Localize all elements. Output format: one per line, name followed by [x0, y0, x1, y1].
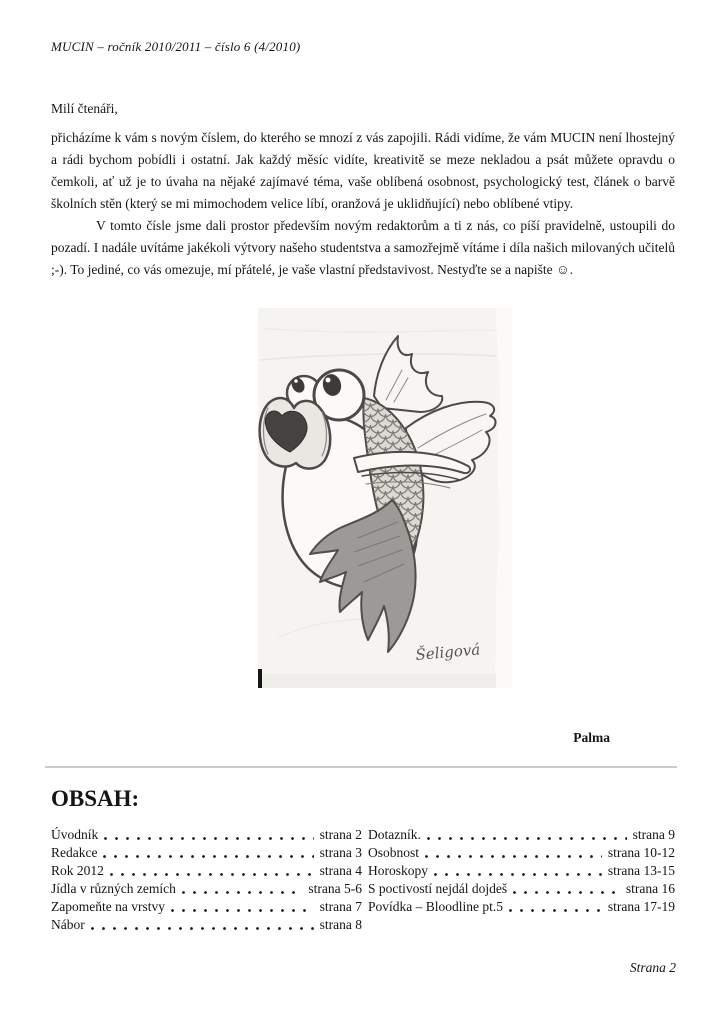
toc-dots-leader — [513, 880, 620, 898]
footer-page-number: Strana 2 — [629, 960, 676, 975]
toc-item-label: Zapomeňte na vrstvy — [51, 899, 165, 914]
toc-page-number: strana 8 — [319, 917, 362, 932]
toc-dots-leader — [104, 826, 313, 844]
toc-row — [51, 862, 362, 880]
fish-drawing-svg — [258, 308, 512, 688]
toc-dots-leader — [509, 898, 602, 916]
toc-dots-leader — [91, 916, 314, 934]
toc-dots-leader — [182, 880, 303, 898]
toc-page-number: strana 16 — [625, 881, 675, 896]
toc-row — [51, 826, 362, 844]
toc-dots-leader — [171, 898, 314, 916]
toc-row — [51, 844, 362, 862]
toc-row — [368, 844, 675, 862]
toc-page-number: strana 13-15 — [607, 863, 675, 878]
toc-row — [368, 898, 675, 916]
toc-column-left — [51, 826, 362, 934]
toc-page-number: strana 3 — [319, 845, 362, 860]
fish-drawing — [258, 308, 512, 688]
toc-page-number: strana 9 — [632, 827, 675, 842]
toc-item-label: Jídla v různých zemích — [51, 881, 176, 896]
toc-row — [368, 862, 675, 880]
toc-item-label: Horoskopy — [368, 863, 428, 878]
author-credit: Palma — [573, 730, 610, 745]
toc-heading: OBSAH: — [51, 786, 140, 811]
toc-page-number: strana 17-19 — [607, 899, 675, 914]
scan-artifact-mark — [258, 669, 262, 688]
toc-dots-leader — [425, 844, 602, 862]
toc-column-right — [368, 826, 675, 934]
toc-row — [51, 916, 362, 934]
toc-item-label: Nábor — [51, 917, 85, 932]
toc-row — [368, 880, 675, 898]
toc-page-number: strana 5-6 — [308, 881, 362, 896]
toc-dots-leader — [434, 862, 602, 880]
toc-item-label: Osobnost — [368, 845, 420, 860]
toc-row — [51, 880, 362, 898]
toc-page-number: strana 4 — [319, 863, 362, 878]
toc-item-label: Dotazník. — [368, 827, 421, 842]
toc-item-label: Úvodník — [51, 827, 99, 842]
toc-item-label: Rok 2012 — [51, 863, 104, 878]
table-of-contents — [51, 826, 675, 934]
toc-dots-leader — [110, 862, 314, 880]
salutation: Milí čtenáři, — [51, 101, 118, 116]
toc-row — [368, 826, 675, 844]
letter-paragraph-2: V tomto čísle jsme dali prostor především novým redaktorům a ti z nás, co píší pravidelně, ustoupili do pozadí. I nadále uvítáme jakékoli výtvory našeho studentstva a samozřejmě vítáme i díla našich milovaných učitelů ;-). To jediné, co vás omezuje, mí přátelé, je vaše vlastní představivost. Nestyďte se a napište ☺. — [51, 218, 675, 277]
toc-page-number: strana 2 — [319, 827, 362, 842]
toc-dots-leader — [103, 844, 313, 862]
toc-dots-leader — [427, 826, 627, 844]
toc-page-number: strana 10-12 — [607, 845, 675, 860]
letter-paragraph-1: přicházíme k vám s novým číslem, do kterého se mnozí z vás zapojili. Rádi vidíme, že vám MUCIN není lhostejný a rádi bychom pobídli i ostatní. Jak každý měsíc vidíte, kreativitě se meze nekladou a psát můžete opravdu o čemkoli, ať už je to úvaha na nějaké zajímavé téma, vaše oblíbená osobnost, psychologický test, článek o barvě školních stěn (který se mi mimochodem velice líbí, oranžová je uklidňující) nebo oblíbené vtipy. — [51, 130, 675, 211]
issue-header: MUCIN – ročník 2010/2011 – číslo 6 (4/2010) — [51, 39, 301, 54]
toc-item-label: Redakce — [51, 845, 98, 860]
toc-item-label: Povídka – Bloodline pt.5 — [368, 899, 503, 914]
toc-page-number: strana 7 — [319, 899, 362, 914]
toc-row — [51, 898, 362, 916]
artist-signature: Šeligová — [414, 640, 481, 664]
toc-item-label: S poctivostí nejdál dojdeš — [368, 881, 508, 896]
section-divider — [45, 766, 677, 768]
